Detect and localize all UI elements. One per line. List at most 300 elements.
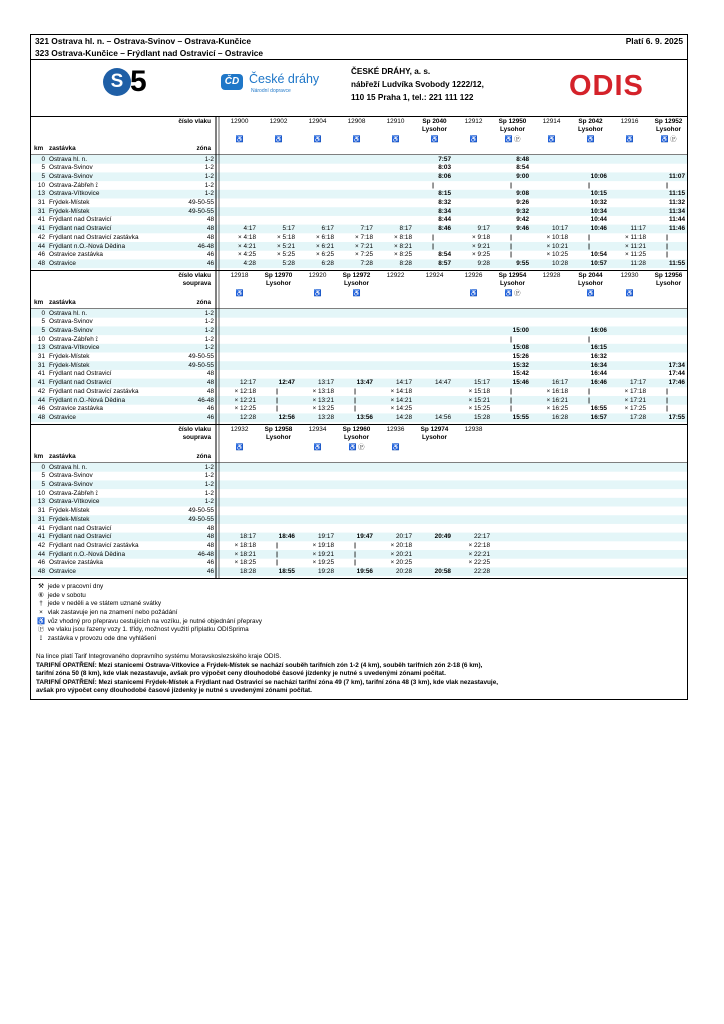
station-name: Frýdek-Místek <box>49 515 90 523</box>
departure-time: 11:34 <box>669 207 685 215</box>
stop-label: zastávka <box>49 145 76 152</box>
departure-time: 6:17 <box>321 225 334 233</box>
station-zone: 1-2 <box>204 481 214 489</box>
departure-time: × 20:21 <box>390 550 412 558</box>
departure-time: 15:46 <box>512 379 529 387</box>
departure-time: × 18:25 <box>234 559 256 567</box>
departure-time: 10:28 <box>552 259 568 267</box>
train-symbol-icon: ♿ <box>235 290 244 298</box>
departure-time: | <box>588 242 590 250</box>
tariff-note-4: TARIFNÍ OPATŘENÍ: Mezi stanicemi Frýdek-Místek a Frýdlant nad Ostravicí se nachází tarifní zóna 49 (7 km), tarifní zóna 48 (3 km), kde vlak nezastavuje, <box>36 678 499 686</box>
station-name: Ostrava-Svinov <box>49 481 93 489</box>
departure-time: 20:17 <box>396 533 412 541</box>
departure-time: 10:17 <box>552 225 568 233</box>
station-zone: 1-2 <box>204 472 214 480</box>
departure-time: | <box>666 251 668 259</box>
departure-time: × 7:25 <box>355 251 373 259</box>
departure-time: × 19:18 <box>312 541 334 549</box>
legend-text: vůz vhodný pro přepravu cestujících na vozíku, je nutné objednání přepravy <box>46 617 262 625</box>
train-symbol-icon: ♿ <box>430 136 439 143</box>
departure-time: | <box>354 387 356 395</box>
station-zone: 46 <box>206 405 214 413</box>
train-number: Sp 12950 <box>498 118 527 125</box>
station-zone: 46-48 <box>197 242 214 250</box>
header-line-1 <box>31 35 687 47</box>
station-km: 44 <box>37 396 45 404</box>
train-number-label: číslo vlaku <box>178 272 211 280</box>
departure-time: 11:07 <box>669 172 685 180</box>
train-symbol-icon: ♿ <box>313 136 322 143</box>
departure-time: | <box>354 405 356 413</box>
station-km: 5 <box>41 318 45 326</box>
valid-from: Platí 6. 9. 2025 <box>625 36 683 46</box>
departure-time: | <box>588 181 590 189</box>
station-zone: 49-50-55 <box>188 507 214 515</box>
departure-time: × 10:21 <box>546 242 568 250</box>
train-number: Sp 12954 <box>498 272 527 280</box>
departure-time: 12:47 <box>278 379 295 387</box>
departure-time: | <box>666 181 668 189</box>
station-name: Frýdlant nad Ostravicí <box>49 533 112 541</box>
departure-time: 22:28 <box>474 568 490 576</box>
tariff-notes <box>31 647 687 699</box>
station-zone: 1-2 <box>204 335 214 343</box>
departure-time: | <box>432 233 434 241</box>
departure-time: × 18:21 <box>234 550 256 558</box>
train-name: Lysohor <box>344 434 369 442</box>
departure-time: | <box>354 541 356 549</box>
station-km: 0 <box>41 309 45 317</box>
station-km: 5 <box>41 472 45 480</box>
train-number: 12932 <box>230 426 249 434</box>
train-number: Sp 12960 <box>342 426 371 434</box>
departure-time: | <box>510 251 512 259</box>
departure-time: | <box>666 405 668 413</box>
train-number-label: číslo vlaku <box>178 426 211 434</box>
departure-time: 15:00 <box>512 326 529 334</box>
departure-time: | <box>276 396 278 404</box>
departure-time: × 9:18 <box>472 233 490 241</box>
train-number: 12920 <box>308 272 327 280</box>
departure-time: 11:32 <box>669 199 685 206</box>
departure-time: × 17:21 <box>624 396 646 404</box>
station-name: Frýdlant nad Ostravicí zastávka <box>49 541 139 549</box>
train-number: 12910 <box>386 118 405 125</box>
stop-label: zastávka <box>49 453 76 461</box>
departure-time: × 17:18 <box>624 387 646 395</box>
station-km: 48 <box>37 413 45 421</box>
departure-time: 10:54 <box>590 251 607 259</box>
station-name: Ostrava-Svinov <box>49 326 93 334</box>
train-symbol-icon: ♿ <box>352 290 361 298</box>
station-name: Frýdlant nad Ostravicí <box>49 524 112 532</box>
train-number: 12904 <box>308 118 327 125</box>
station-km: 5 <box>41 481 45 489</box>
departure-time: 9:17 <box>477 225 490 233</box>
tariff-note-1: Na lince platí Tarif Integrovaného dopravního systému Moravskoslezského kraje ODIS. <box>36 653 282 661</box>
station-km: 31 <box>37 507 45 515</box>
departure-time: 11:55 <box>669 259 685 267</box>
legend-text: jede v pracovní dny <box>46 583 104 591</box>
cd-mark-icon: ČD <box>221 74 243 90</box>
station-zone: 48 <box>206 233 214 241</box>
departure-time: 19:28 <box>318 568 334 576</box>
train-number: 12902 <box>269 118 288 125</box>
departure-time: × 20:25 <box>390 559 412 567</box>
departure-time: 5:28 <box>282 259 295 267</box>
departure-time: × 20:18 <box>390 541 412 549</box>
departure-time: | <box>276 387 278 395</box>
legend-symbol-icon: Ⓟ <box>37 626 45 634</box>
departure-time: 18:28 <box>240 568 256 576</box>
departure-time: 12:56 <box>278 413 295 421</box>
departure-time: 17:28 <box>630 413 646 421</box>
station-km: 41 <box>37 524 45 532</box>
departure-time: | <box>510 396 512 404</box>
station-name: Frýdek-Místek <box>49 361 90 369</box>
departure-time: × 10:25 <box>546 251 568 259</box>
train-symbol-icon: ♿ Ⓟ <box>504 290 521 298</box>
departure-time: × 5:18 <box>277 233 295 241</box>
station-km: 13 <box>37 190 45 198</box>
train-number: Sp 12956 <box>654 272 683 280</box>
station-name: Frýdlant n.O.-Nová Dědina <box>49 396 126 404</box>
station-zone: 1-2 <box>204 344 214 352</box>
station-name: Frýdlant nad Ostravicí zastávka <box>49 387 139 395</box>
departure-time: × 12:25 <box>234 405 256 413</box>
departure-time: 10:46 <box>590 225 607 233</box>
station-zone: 49-50-55 <box>188 199 214 206</box>
legend-item <box>36 583 682 592</box>
departure-time: 16:34 <box>590 361 607 369</box>
departure-time: 9:46 <box>516 225 529 233</box>
departure-time: 8:34 <box>438 207 451 215</box>
train-symbol-icon: ♿ <box>352 136 361 143</box>
train-name: Lysohor <box>422 434 447 442</box>
train-name: Lysohor <box>422 126 447 133</box>
station-zone: 48 <box>206 541 214 549</box>
train-number: Sp 2040 <box>422 118 447 125</box>
departure-time: × 11:18 <box>624 233 646 241</box>
composition-label: souprava <box>182 434 211 442</box>
departure-time: 14:28 <box>396 413 412 421</box>
odis-logo: ODIS <box>569 70 644 102</box>
station-name: Frýdek-Místek <box>49 507 90 515</box>
station-zone: 46 <box>206 413 214 421</box>
km-label: km <box>34 453 44 461</box>
train-symbol-icon: ♿ <box>274 136 283 143</box>
departure-time: 7:57 <box>438 155 451 163</box>
departure-time: 20:28 <box>396 568 412 576</box>
station-zone: 48 <box>206 225 214 233</box>
departure-time: × 5:25 <box>277 251 295 259</box>
legend-symbol-icon: ⑥ <box>38 591 44 599</box>
station-km: 41 <box>37 533 45 541</box>
train-symbol-icon: ♿ <box>469 290 478 298</box>
station-zone: 1-2 <box>204 326 214 334</box>
departure-time: × 18:18 <box>234 541 256 549</box>
train-number-label: číslo vlaku <box>178 118 211 125</box>
station-km: 41 <box>37 216 45 224</box>
train-number: 12926 <box>464 272 483 280</box>
legend-symbol-icon: ⟟ <box>39 634 43 642</box>
departure-time: 9:08 <box>516 190 529 198</box>
station-zone: 48 <box>206 533 214 541</box>
train-number: Sp 2042 <box>578 118 603 125</box>
departure-time: × 14:18 <box>390 387 412 395</box>
train-name: Lysohor <box>500 280 525 288</box>
station-zone: 48 <box>206 379 214 387</box>
train-number: 12938 <box>464 426 483 434</box>
station-name: Ostrava-Svinov <box>49 318 93 326</box>
departure-time: 20:49 <box>434 533 451 541</box>
departure-time: | <box>510 181 512 189</box>
train-number: 12936 <box>386 426 405 434</box>
departure-time: 17:17 <box>630 379 646 387</box>
station-name: Ostrava hl. n. <box>49 155 88 163</box>
train-name: Lysohor <box>500 126 525 133</box>
timetable-sections <box>31 117 687 579</box>
departure-time: 16:15 <box>590 344 607 352</box>
departure-time: 4:28 <box>243 259 256 267</box>
departure-time: | <box>510 335 512 343</box>
station-zone: 49-50-55 <box>188 353 214 361</box>
station-name: Ostrava-Vítkovice <box>49 190 100 198</box>
line-title-323: 323 Ostrava-Kunčice – Frýdlant nad Ostravicí – Ostravice <box>35 48 264 58</box>
station-name: Frýdek-Místek <box>49 207 90 215</box>
legend-text: jede v sobotu <box>46 591 86 599</box>
departure-time: 9:32 <box>516 207 529 215</box>
train-symbol-icon: ♿ <box>586 290 595 298</box>
train-symbol-icon: ♿ <box>625 136 634 143</box>
legend-text: jede v neděli a ve státem uznané svátky <box>46 600 162 608</box>
station-zone: 1-2 <box>204 498 214 506</box>
departure-time: 15:08 <box>512 344 529 352</box>
departure-time: 10:06 <box>590 172 607 180</box>
departure-time: 11:15 <box>669 190 685 198</box>
departure-time: 8:44 <box>438 216 451 224</box>
departure-time: 16:44 <box>590 370 607 378</box>
departure-time: 14:17 <box>396 379 412 387</box>
station-zone: 46-48 <box>197 396 214 404</box>
departure-time: | <box>588 335 590 343</box>
train-symbol-icon: ♿ <box>469 136 478 143</box>
departure-time: 8:15 <box>438 190 451 198</box>
train-symbol-icon: ♿ <box>586 136 595 143</box>
station-km: 48 <box>37 259 45 267</box>
station-zone: 1-2 <box>204 190 214 198</box>
departure-time: × 9:25 <box>472 251 490 259</box>
departure-time: 9:26 <box>516 199 529 206</box>
departure-time: × 6:18 <box>316 233 334 241</box>
station-zone: 1-2 <box>204 172 214 180</box>
departure-time: | <box>510 242 512 250</box>
station-km: 13 <box>37 498 45 506</box>
departure-time: × 15:18 <box>468 387 490 395</box>
operator-city: 110 15 Praha 1, tel.: 221 111 122 <box>351 93 474 102</box>
station-km: 44 <box>37 550 45 558</box>
station-zone: 49-50-55 <box>188 361 214 369</box>
station-name: Ostravice zastávka <box>49 251 103 259</box>
train-number: Sp 12958 <box>264 426 293 434</box>
departure-time: 11:44 <box>669 216 685 224</box>
departure-time: 10:44 <box>590 216 607 224</box>
departure-time: | <box>666 242 668 250</box>
station-name: Ostrava-Vítkovice <box>49 498 100 506</box>
departure-time: 18:46 <box>278 533 295 541</box>
train-symbol-icon: ♿ <box>625 290 634 298</box>
departure-time: 7:28 <box>360 259 373 267</box>
legend-text: zastávka v provozu ode dne vyhlášení <box>46 634 157 642</box>
departure-time: 8:28 <box>399 259 412 267</box>
departure-time: 17:44 <box>668 370 685 378</box>
departure-time: × 4:21 <box>238 242 256 250</box>
departure-time: × 12:21 <box>234 396 256 404</box>
station-zone: 46 <box>206 568 214 576</box>
station-km: 44 <box>37 242 45 250</box>
train-name: Lysohor <box>656 126 681 133</box>
station-zone: 1-2 <box>204 164 214 172</box>
departure-time: 13:56 <box>356 413 373 421</box>
station-zone: 1-2 <box>204 155 214 163</box>
timetable-page <box>30 34 688 700</box>
train-number: 12912 <box>464 118 483 125</box>
departure-time: × 8:25 <box>394 251 412 259</box>
departure-time: 15:55 <box>512 413 529 421</box>
station-name: Frýdek-Místek <box>49 199 90 206</box>
departure-time: × 14:25 <box>390 405 412 413</box>
departure-time: | <box>588 396 590 404</box>
departure-time: | <box>666 396 668 404</box>
km-label: km <box>34 299 44 307</box>
station-zone: 1-2 <box>204 489 214 497</box>
departure-time: | <box>666 233 668 241</box>
train-name: Lysohor <box>344 280 369 288</box>
station-name: Ostravice <box>49 413 76 421</box>
departure-time: 8:54 <box>438 251 451 259</box>
departure-time: 8:06 <box>438 172 451 180</box>
km-label: km <box>34 145 44 152</box>
station-km: 0 <box>41 155 45 163</box>
departure-time: 13:28 <box>318 413 334 421</box>
station-km: 5 <box>41 164 45 172</box>
departure-time: × 8:18 <box>394 233 412 241</box>
legend-item <box>36 592 682 601</box>
station-name: Frýdlant nad Ostravicí <box>49 216 112 224</box>
s5-number: 5 <box>130 65 147 98</box>
departure-time: 8:03 <box>438 164 451 172</box>
departure-time: | <box>276 541 278 549</box>
station-zone: 46 <box>206 251 214 259</box>
station-km: 10 <box>37 335 45 343</box>
departure-time: 16:57 <box>590 413 607 421</box>
station-km: 10 <box>37 181 45 189</box>
departure-time: × 6:21 <box>316 242 334 250</box>
departure-time: 14:47 <box>435 379 451 387</box>
station-km: 41 <box>37 379 45 387</box>
station-name: Frýdlant nad Ostravicí <box>49 225 112 233</box>
station-zone: 1-2 <box>204 463 214 471</box>
departure-time: 17:46 <box>668 379 685 387</box>
logo-bar <box>31 60 687 117</box>
station-zone: 49-50-55 <box>188 207 214 215</box>
zone-label: zóna <box>196 299 211 307</box>
departure-time: 10:15 <box>590 190 607 198</box>
station-km: 41 <box>37 225 45 233</box>
train-name: Lysohor <box>656 280 681 288</box>
departure-time: 16:28 <box>552 413 568 421</box>
station-name: Ostrava-Svinov <box>49 172 93 180</box>
departure-time: 15:32 <box>512 361 529 369</box>
legend-text: vlak zastavuje jen na znamení nebo požádání <box>46 609 178 617</box>
departure-time: × 13:21 <box>312 396 334 404</box>
train-number: 12908 <box>347 118 366 125</box>
departure-time: × 16:18 <box>546 387 568 395</box>
departure-time: | <box>276 405 278 413</box>
departure-time: 13:47 <box>356 379 373 387</box>
departure-time: × 14:21 <box>390 396 412 404</box>
header-line-2 <box>31 47 687 60</box>
train-symbol-icon: ♿ <box>235 136 244 143</box>
departure-time: 15:26 <box>512 353 529 361</box>
station-zone: 1-2 <box>204 309 214 317</box>
station-km: 42 <box>37 233 45 241</box>
train-symbol-icon: ♿ Ⓟ <box>504 136 521 143</box>
departure-time: × 7:18 <box>355 233 373 241</box>
legend-symbol-icon: ⚒ <box>38 583 44 591</box>
train-number: 12924 <box>425 272 444 280</box>
departure-time: × 4:25 <box>238 251 256 259</box>
departure-time: | <box>588 233 590 241</box>
departure-time: | <box>510 233 512 241</box>
departure-time: × 11:25 <box>624 251 646 259</box>
departure-time: × 13:18 <box>312 387 334 395</box>
departure-time: | <box>588 387 590 395</box>
departure-time: × 11:21 <box>624 242 646 250</box>
departure-time: 20:58 <box>434 568 451 576</box>
departure-time: 16:46 <box>590 379 607 387</box>
departure-time: × 10:18 <box>546 233 568 241</box>
departure-time: 10:34 <box>590 207 607 215</box>
legend-item <box>36 626 682 635</box>
train-symbol-icon: ♿ Ⓟ <box>348 444 365 452</box>
station-name: Ostrava-Zábřeh ⟟ <box>49 489 98 497</box>
tariff-note-5: avšak pro výpočet ceny dlouhodobé časové jízdenky je nutné s uvedenými zónami počítat. <box>36 687 312 695</box>
departure-time: 8:46 <box>438 225 451 233</box>
station-km: 31 <box>37 515 45 523</box>
timetable-section <box>31 425 687 579</box>
departure-time: 8:17 <box>399 225 412 233</box>
station-km: 5 <box>41 172 45 180</box>
departure-time: | <box>432 181 434 189</box>
train-number: 12934 <box>308 426 327 434</box>
station-name: Frýdek-Místek <box>49 353 90 361</box>
timetable-section <box>31 271 687 425</box>
station-zone: 48 <box>206 370 214 378</box>
train-symbol-icon: ♿ <box>235 444 244 452</box>
station-km: 31 <box>37 199 45 206</box>
departure-time: × 15:25 <box>468 405 490 413</box>
departure-time: | <box>354 396 356 404</box>
station-km: 31 <box>37 207 45 215</box>
legend-text: ve vlaku jsou řazeny vozy 1. třídy, možnost využití příplatku ODISprima <box>46 626 249 634</box>
station-zone: 48 <box>206 387 214 395</box>
station-km: 46 <box>37 559 45 567</box>
departure-time: 12:17 <box>240 379 256 387</box>
station-name: Ostravice zastávka <box>49 559 103 567</box>
departure-time: × 22:25 <box>468 559 490 567</box>
departure-time: × 4:18 <box>238 233 256 241</box>
